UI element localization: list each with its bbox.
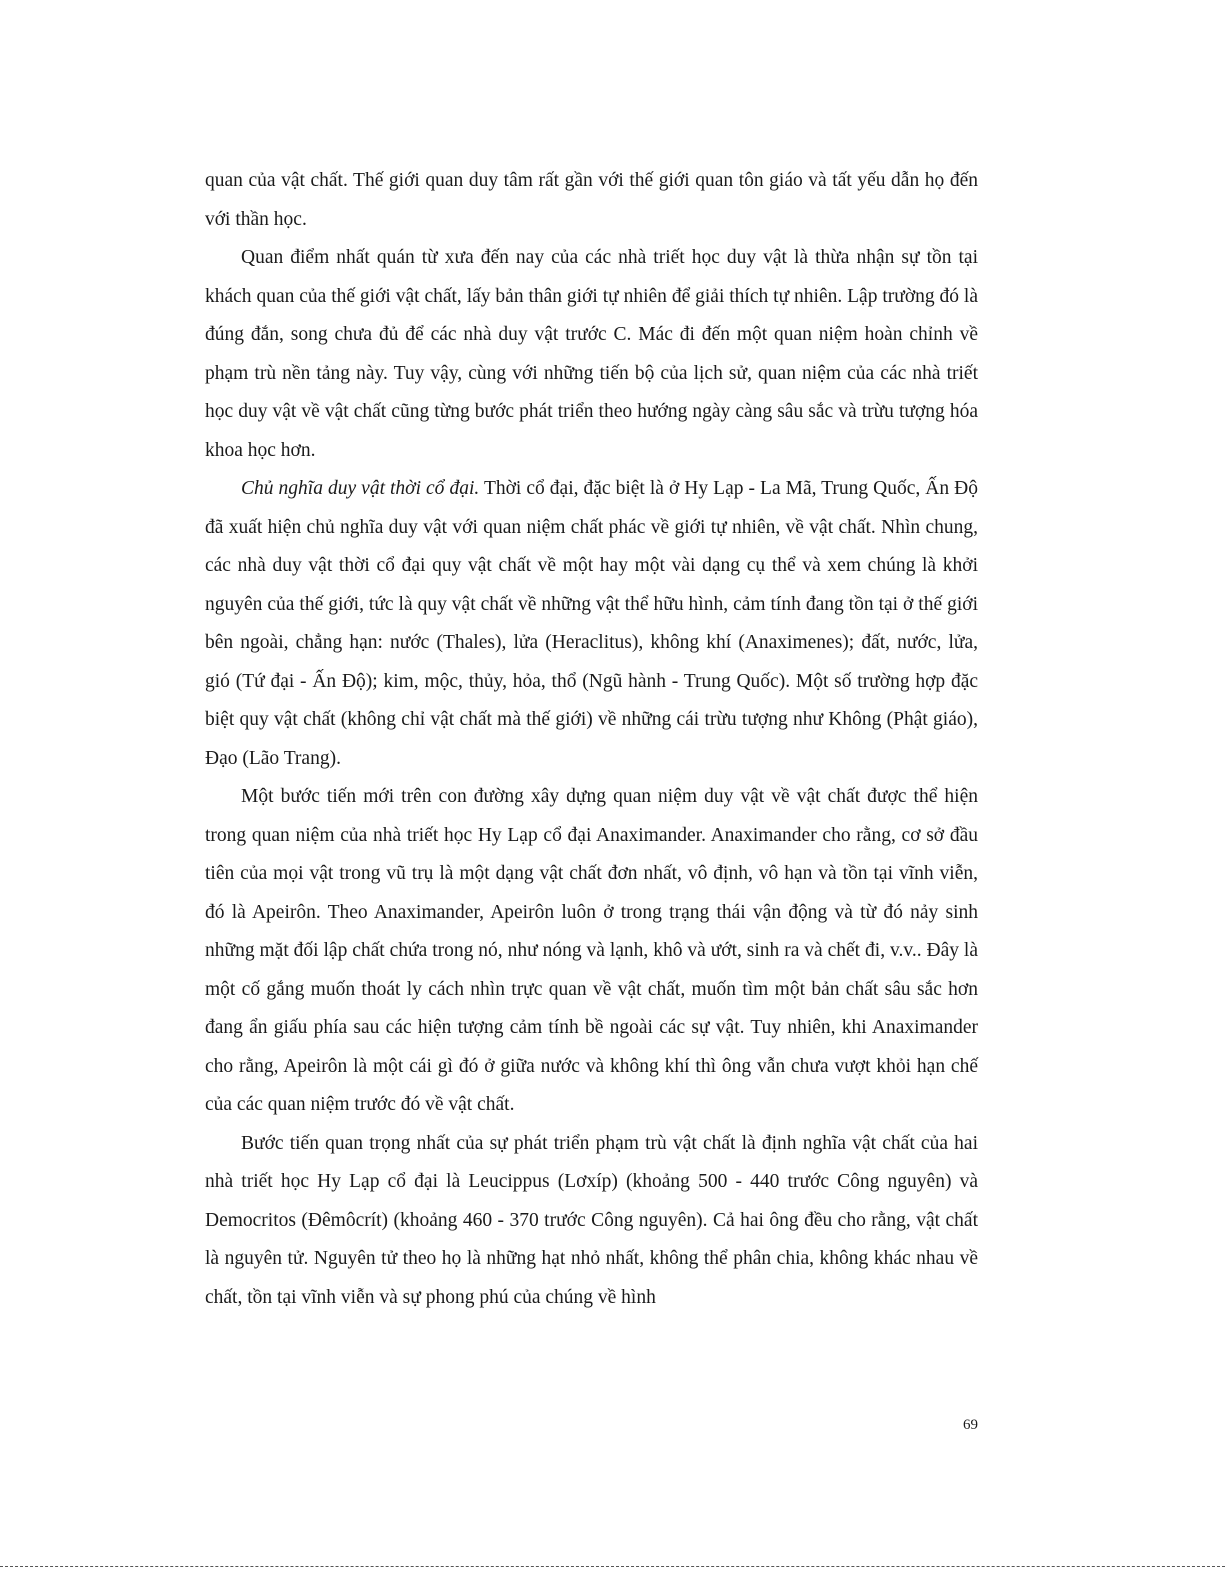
- paragraph-1: quan của vật chất. Thế giới quan duy tâm rất gần với thế giới quan tôn giáo và tất yếu dẫn họ đến với thần học.: [205, 170, 978, 230]
- page-bottom-dashed-rule: [0, 1566, 1225, 1567]
- paragraph-2: Quan điểm nhất quán từ xưa đến nay của các nhà triết học duy vật là thừa nhận sự tồn tại khách quan của thế giới vật chất, lấy bản thân giới tự nhiên để giải thích tự nhiên. Lập trường đó là đúng đắn, song chưa đủ để các nhà duy vật trước C. Mác đi đến một quan niệm hoàn chỉnh về phạm trù nền tảng này. Tuy vậy, cùng với những tiến bộ của lịch sử, quan niệm của các nhà triết học duy vật về vật chất cũng từng bước phát triển theo hướng ngày càng sâu sắc và trừu tượng hóa khoa học hơn.: [205, 247, 978, 461]
- paragraph-3-text: Thời cổ đại, đặc biệt là ở Hy Lạp - La Mã, Trung Quốc, Ấn Độ đã xuất hiện chủ nghĩa duy vật với quan niệm chất phác về giới tự nhiên, về vật chất. Nhìn chung, các nhà duy vật thời cổ đại quy vật chất về một hay một vài dạng cụ thể và xem chúng là khởi nguyên của thế giới, tức là quy vật chất về những vật thể hữu hình, cảm tính đang tồn tại ở thế giới bên ngoài, chẳng hạn: nước (Thales), lửa (Heraclitus), không khí (Anaximenes); đất, nước, lửa, gió (Tứ đại - Ấn Độ); kim, mộc, thủy, hỏa, thổ (Ngũ hành - Trung Quốc). Một số trường hợp đặc biệt quy vật chất (không chỉ vật chất mà thế giới) về những cái trừu tượng như Không (Phật giáo), Đạo (Lão Trang).: [205, 478, 978, 769]
- page-number: 69: [963, 1417, 978, 1433]
- body-text: [205, 162, 978, 1317]
- section-lead-italic: Chủ nghĩa duy vật thời cổ đại.: [241, 478, 480, 499]
- paragraph-5: Bước tiến quan trọng nhất của sự phát triển phạm trù vật chất là định nghĩa vật chất của hai nhà triết học Hy Lạp cổ đại là Leucippus (Lơxíp) (khoảng 500 - 440 trước Công nguyên) và Democritos (Đêmôcrít) (khoảng 460 - 370 trước Công nguyên). Cả hai ông đều cho rằng, vật chất là nguyên tử. Nguyên tử theo họ là những hạt nhỏ nhất, không thể phân chia, không khác nhau về chất, tồn tại vĩnh viễn và sự phong phú của chúng về hình: [205, 1132, 978, 1308]
- paragraph-4: Một bước tiến mới trên con đường xây dựng quan niệm duy vật về vật chất được thể hiện trong quan niệm của nhà triết học Hy Lạp cổ đại Anaximander. Anaximander cho rằng, cơ sở đầu tiên của mọi vật trong vũ trụ là một dạng vật chất đơn nhất, vô định, vô hạn và tồn tại vĩnh viễn, đó là Apeirôn. Theo Anaximander, Apeirôn luôn ở trong trạng thái vận động và từ đó nảy sinh những mặt đối lập chất chứa trong nó, như nóng và lạnh, khô và ướt, sinh ra và chết đi, v.v.. Đây là một cố gắng muốn thoát ly cách nhìn trực quan về vật chất, muốn tìm một bản chất sâu sắc hơn đang ẩn giấu phía sau các hiện tượng cảm tính bề ngoài các sự vật. Tuy nhiên, khi Anaximander cho rằng, Apeirôn là một cái gì đó ở giữa nước và không khí thì ông vẫn chưa vượt khỏi hạn chế của các quan niệm trước đó về vật chất.: [205, 786, 978, 1115]
- paragraph-3: [205, 470, 978, 778]
